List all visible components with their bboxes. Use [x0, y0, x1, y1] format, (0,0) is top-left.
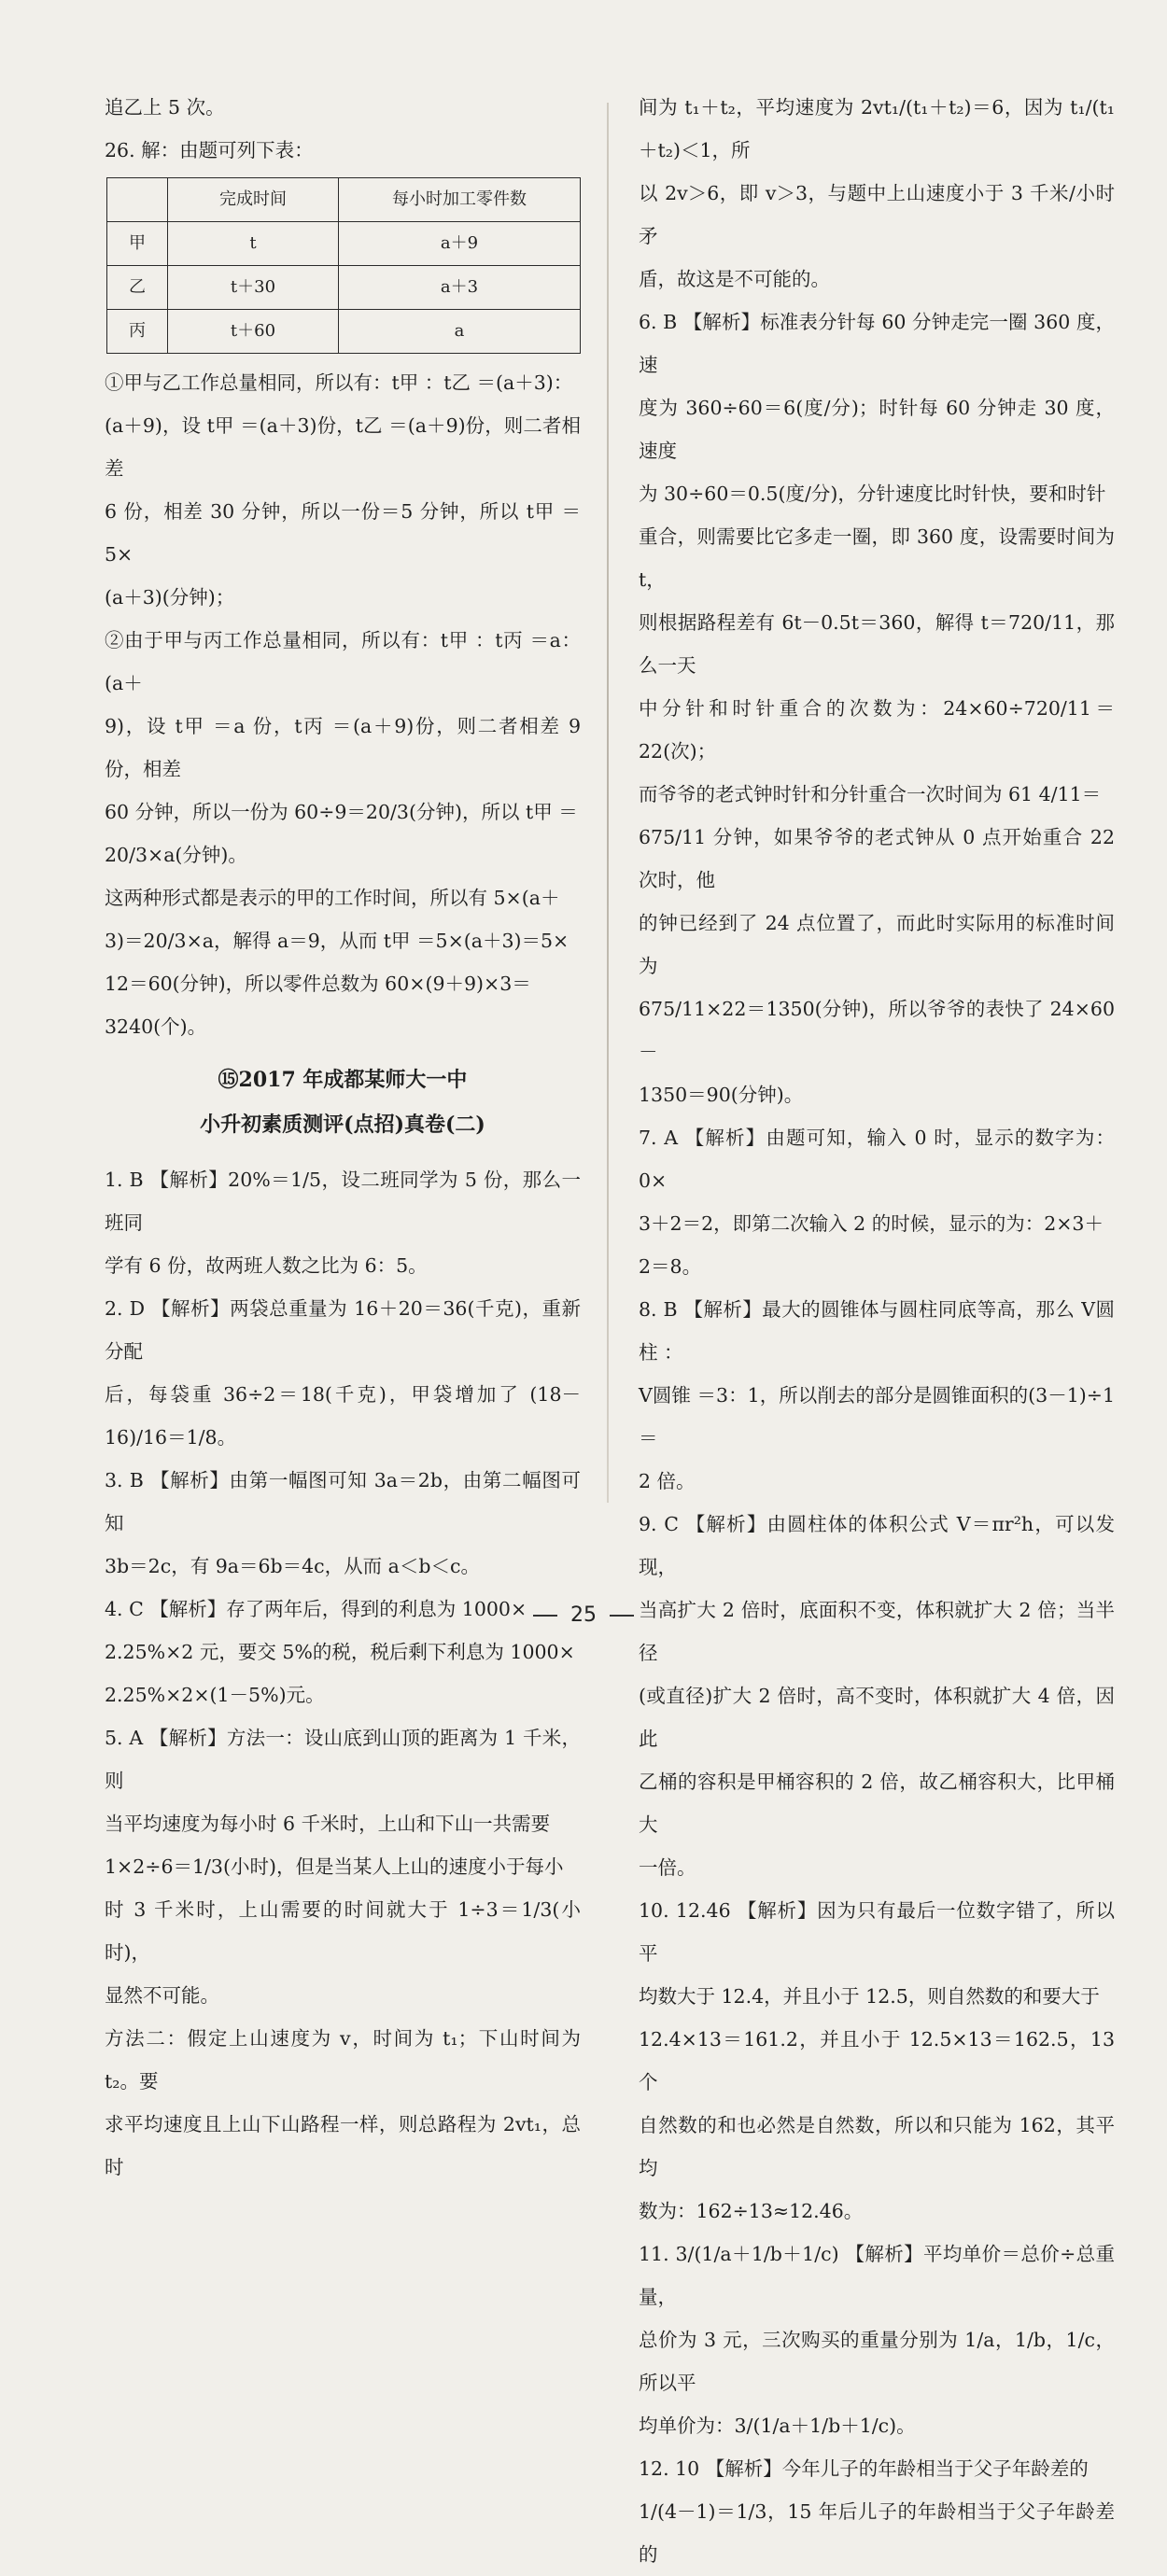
text-line: (a＋9)，设 t甲 ＝(a＋3)份，t乙 ＝(a＋9)份，则二者相差 — [105, 414, 581, 480]
answer-line: 为 30÷60＝0.5(度/分)，分针速度比时针快，要和时针 — [639, 483, 1106, 505]
answer-line: 3. B 【解析】由第一幅图可知 3a＝2b，由第二幅图可知 — [105, 1469, 581, 1534]
table-cell: a — [339, 310, 581, 354]
answer-line: 1350＝90(分钟)。 — [639, 1084, 804, 1106]
table-header-cell — [107, 178, 168, 222]
table-cell: t＋60 — [168, 310, 339, 354]
answer-line: 则根据路程差有 6t－0.5t＝360，解得 t＝720/11，那么一天 — [639, 611, 1115, 677]
answer-line: (或直径)扩大 2 倍时，高不变时，体积就扩大 4 倍，因此 — [639, 1685, 1115, 1750]
answer-line: 3b＝2c，有 9a＝6b＝4c，从而 a＜b＜c。 — [105, 1555, 481, 1577]
answer-line: 9. C 【解析】由圆柱体的体积公式 V＝πr²h，可以发现， — [639, 1513, 1115, 1578]
text-line: ①甲与乙工作总量相同，所以有：t甲 ：t乙 ＝(a＋3)： — [105, 371, 573, 394]
answer-line: 中分针和时针重合的次数为：24×60÷720/11＝22(次)； — [639, 697, 1115, 763]
answer-line: 的钟已经到了 24 点位置了，而此时实际用的标准时间为 — [639, 912, 1115, 977]
answer-line: 675/11 分钟，如果爷爷的老式钟从 0 点开始重合 22 次时，他 — [639, 826, 1115, 891]
table-cell: 乙 — [107, 266, 168, 310]
answer-line: 当高扩大 2 倍时，底面积不变，体积就扩大 2 倍；当半径 — [639, 1599, 1115, 1664]
text-line: 9)，设 t甲 ＝a 份，t丙 ＝(a＋9)份，则二者相差 9 份，相差 — [105, 715, 581, 780]
answer-line: 1/(4－1)＝1/3，15 年后儿子的年龄相当于父子年龄差的 — [639, 2500, 1115, 2566]
page-number — [0, 1603, 1167, 1627]
answer-line: 自然数的和也必然是自然数，所以和只能为 162，其平均 — [639, 2114, 1115, 2179]
answer-line: 7. A 【解析】由题可知，输入 0 时，显示的数字为：0× — [639, 1127, 1115, 1192]
answer-line: 盾，故这是不可能的。 — [639, 268, 830, 290]
answer-line: 以 2v＞6，即 v＞3，与题中上山速度小于 3 千米/小时矛 — [639, 182, 1115, 247]
table-header-cell: 每小时加工零件数 — [339, 178, 581, 222]
answer-line: 时 3 千米时，上山需要的时间就大于 1÷3＝1/3(小时)， — [105, 1898, 581, 1964]
text-line: 20/3×a(分钟)。 — [105, 844, 247, 866]
answer-line: 一倍。 — [639, 1856, 696, 1879]
answer-line: 当平均速度为每小时 6 千米时，上山和下山一共需要 — [105, 1813, 551, 1835]
text-line: 6 份，相差 30 分钟，所以一份＝5 分钟，所以 t甲 ＝5× — [105, 500, 581, 566]
text-line: (a＋3)(分钟)； — [105, 586, 235, 609]
answer-line: 后，每袋重 36÷2＝18(千克)，甲袋增加了 (18－16)/16＝1/8。 — [105, 1383, 581, 1449]
table-cell: t＋30 — [168, 266, 339, 310]
answer-line: 12. 10 【解析】今年儿子的年龄相当于父子年龄差的 — [639, 2457, 1089, 2480]
answer-line: 总价为 3 元，三次购买的重量分别为 1/a，1/b，1/c，所以平 — [639, 2329, 1115, 2394]
answer-line: 显然不可能。 — [105, 1984, 219, 2007]
q26-table — [106, 177, 581, 354]
text-line: ②由于甲与丙工作总量相同，所以有：t甲 ：t丙 ＝a：(a＋ — [105, 629, 581, 694]
answer-line: 2.25%×2×(1－5%)元。 — [105, 1684, 325, 1706]
answer-line: 2.25%×2 元，要交 5%的税，税后剩下利息为 1000× — [105, 1641, 575, 1663]
answer-line: 均单价为：3/(1/a＋1/b＋1/c)。 — [639, 2415, 916, 2437]
text-line: 追乙上 5 次。 — [105, 96, 225, 119]
answer-line: 1. B 【解析】20%＝1/5，设二班同学为 5 份，那么一班同 — [105, 1169, 581, 1234]
answer-line: 求平均速度且上山下山路程一样，则总路程为 2vt₁，总时 — [105, 2113, 581, 2178]
table-header-row — [107, 178, 581, 222]
answer-line: 均数大于 12.4，并且小于 12.5，则自然数的和要大于 — [639, 1985, 1100, 2008]
answer-line: 方法二：假定上山速度为 v，时间为 t₁；下山时间为 t₂。要 — [105, 2027, 581, 2093]
answer-line: 重合，则需要比它多走一圈，即 360 度，设需要时间为 t， — [639, 525, 1115, 591]
q26-intro: 26. 解：由题可列下表： — [105, 139, 314, 161]
answer-line: 2 倍。 — [639, 1470, 696, 1492]
answer-line: 675/11×22＝1350(分钟)，所以爷爷的表快了 24×60－ — [639, 998, 1115, 1063]
answer-line: V圆锥 ＝3：1，所以削去的部分是圆锥面积的(3－1)÷1＝ — [639, 1384, 1115, 1449]
answer-line: 5. A 【解析】方法一：设山底到山顶的距离为 1 千米，则 — [105, 1727, 581, 1792]
text-line: 这两种形式都是表示的甲的工作时间，所以有 5×(a＋ — [105, 887, 560, 909]
answer-line: 2. D 【解析】两袋总重量为 16＋20＝36(千克)，重新分配 — [105, 1297, 581, 1363]
table-cell: a＋9 — [339, 222, 581, 266]
table-cell: 甲 — [107, 222, 168, 266]
dash-decoration — [610, 1615, 634, 1617]
table-row — [107, 266, 581, 310]
answer-line: 而爷爷的老式钟时针和分针重合一次时间为 61 4/11＝ — [639, 783, 1102, 805]
table-cell: t — [168, 222, 339, 266]
table-header-cell: 完成时间 — [168, 178, 339, 222]
answer-line: 4. C 【解析】存了两年后，得到的利息为 1000× — [105, 1598, 527, 1620]
dash-decoration — [533, 1615, 557, 1617]
answer-line: 度为 360÷60＝6(度/分)；时针每 60 分钟走 30 度，速度 — [639, 397, 1115, 462]
answer-line: 6. B 【解析】标准表分针每 60 分钟走完一圈 360 度，速 — [639, 311, 1115, 376]
text-line: 3)＝20/3×a，解得 a＝9，从而 t甲 ＝5×(a＋3)＝5× — [105, 930, 569, 952]
section-title: ⑮2017 年成都某师大一中 — [218, 1068, 468, 1092]
table-row — [107, 310, 581, 354]
table-row — [107, 222, 581, 266]
left-column — [105, 86, 581, 2189]
answer-line: 10. 12.46 【解析】因为只有最后一位数字错了，所以平 — [639, 1899, 1115, 1965]
answer-line: 1×2÷6＝1/3(小时)，但是当某人上山的速度小于每小 — [105, 1855, 564, 1878]
answer-line: 学有 6 份，故两班人数之比为 6：5。 — [105, 1254, 428, 1277]
table-cell: a＋3 — [339, 266, 581, 310]
text-line: 60 分钟，所以一份为 60÷9＝20/3(分钟)，所以 t甲 ＝ — [105, 801, 578, 823]
text-line: 12＝60(分钟)，所以零件总数为 60×(9＋9)×3＝ — [105, 973, 531, 995]
column-divider — [607, 103, 609, 1503]
answer-line: 数为：162÷13≈12.46。 — [639, 2200, 864, 2222]
text-line: 3240(个)。 — [105, 1015, 207, 1038]
right-column — [639, 86, 1115, 2576]
page-number-text: 25 — [570, 1603, 597, 1627]
answer-line: 11. 3/(1/a＋1/b＋1/c) 【解析】平均单价＝总价÷总重量， — [639, 2243, 1115, 2308]
answer-line: 3＋2＝2，即第二次输入 2 的时候，显示的为：2×3＋ — [639, 1212, 1104, 1235]
answer-line: 乙桶的容积是甲桶容积的 2 倍，故乙桶容积大，比甲桶大 — [639, 1771, 1115, 1836]
section-subtitle: 小升初素质测评(点招)真卷(二) — [200, 1113, 485, 1137]
answer-line: 12.4×13＝161.2，并且小于 12.5×13＝162.5，13 个 — [639, 2028, 1115, 2093]
answer-line: 2＝8。 — [639, 1255, 702, 1278]
answer-line: 间为 t₁＋t₂，平均速度为 2vt₁/(t₁＋t₂)＝6，因为 t₁/(t₁＋t₂)＜1，所 — [639, 96, 1115, 161]
answer-line: 8. B 【解析】最大的圆锥体与圆柱同底等高，那么 V圆柱 ： — [639, 1298, 1115, 1364]
table-cell: 丙 — [107, 310, 168, 354]
